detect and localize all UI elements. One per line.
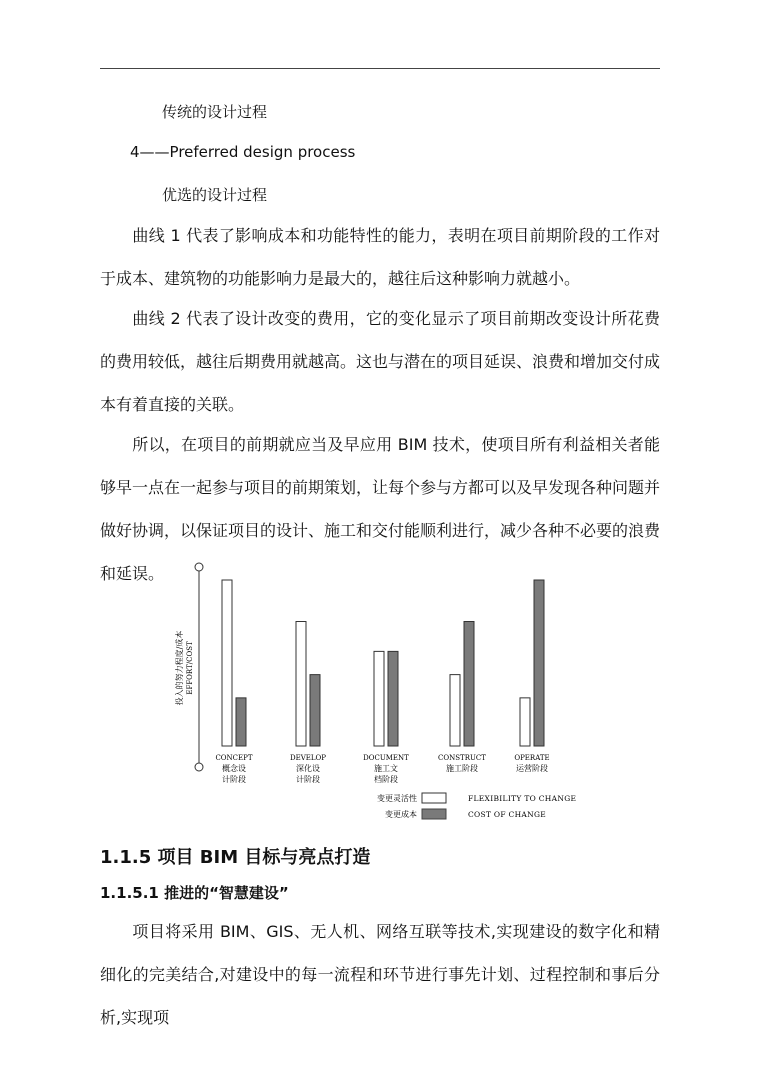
paragraph-smart-construction bbox=[100, 910, 660, 1039]
paragraph-curve2 bbox=[100, 297, 660, 426]
category-label-concept-cn2: 计阶段 bbox=[222, 775, 246, 784]
category-label-develop-en: DEVELOP bbox=[290, 754, 326, 762]
paragraph-bim-early-text: 所以，在项目的前期就应当及早应用 BIM 技术，使项目所有利益相关者能够早一点在一起参与项目的前期策划，让每个参与方都可以及早发现各种问题并做好协调，以保证项目的设计、施工和交付能顺利进行，减少各种不必要的浪费和延误。 bbox=[100, 435, 661, 583]
legend-label-cost-cn: 变更成本 bbox=[385, 810, 417, 819]
category-label-concept-cn1: 概念设 bbox=[222, 764, 246, 773]
category-label-operate-cn1: 运营阶段 bbox=[516, 764, 548, 773]
category-label-construct-cn1: 施工阶段 bbox=[446, 764, 478, 773]
y-axis-label-cn: 投入的努力程度/成本 bbox=[175, 630, 184, 706]
section-heading-1-1-5-1: 1.1.5.1 推进的“智慧建设” bbox=[100, 884, 289, 902]
paragraph-smart-construction-text: 项目将采用 BIM、GIS、无人机、网络互联等技术,实现建设的数字化和精细化的完美结合,对建设中的每一流程和环节进行事先计划、过程控制和事后分析,实现项 bbox=[100, 922, 660, 1027]
bar-develop-flexibility bbox=[296, 622, 306, 747]
header-rule bbox=[100, 68, 660, 69]
bar-construct-flexibility bbox=[450, 675, 460, 746]
bar-concept-flexibility bbox=[222, 580, 232, 746]
legend-label-flexibility-en: FLEXIBILITY TO CHANGE bbox=[468, 794, 577, 803]
text-line-preferred-cn: 优选的设计过程 bbox=[162, 186, 268, 204]
bar-document-cost bbox=[388, 651, 398, 746]
paragraph-curve1 bbox=[100, 214, 660, 300]
category-label-operate-en: OPERATE bbox=[514, 754, 550, 762]
category-label-document-en: DOCUMENT bbox=[363, 754, 409, 762]
legend-swatch-flexibility bbox=[422, 793, 446, 803]
category-label-document-cn2: 档阶段 bbox=[374, 775, 398, 784]
text-line-traditional: 传统的设计过程 bbox=[162, 103, 268, 121]
category-label-develop-cn2: 计阶段 bbox=[296, 775, 320, 784]
bar-operate-flexibility bbox=[520, 698, 530, 746]
bar-document-flexibility bbox=[374, 651, 384, 746]
bar-operate-cost bbox=[534, 580, 544, 746]
paragraph-curve2-text: 曲线 2 代表了设计改变的费用，它的变化显示了项目前期改变设计所花费的费用较低，越往后期费用就越高。这也与潜在的项目延误、浪费和增加交付成本有着直接的关联。 bbox=[100, 309, 661, 414]
bar-construct-cost bbox=[464, 622, 474, 747]
category-label-construct-en: CONSTRUCT bbox=[438, 754, 486, 762]
category-label-document-cn1: 施工文 bbox=[374, 764, 398, 773]
y-axis-bottom-marker bbox=[195, 763, 203, 771]
text-line-preferred-en: 4——Preferred design process bbox=[130, 143, 356, 161]
legend-label-cost-en: COST OF CHANGE bbox=[468, 810, 547, 819]
y-axis-label-en: EFFORT/COST bbox=[186, 641, 194, 695]
category-label-concept-en: CONCEPT bbox=[215, 754, 253, 762]
bar-develop-cost bbox=[310, 675, 320, 746]
paragraph-curve1-text: 曲线 1 代表了影响成本和功能特性的能力，表明在项目前期阶段的工作对于成本、建筑物的功能影响力是最大的，越往后这种影响力就越小。 bbox=[100, 226, 660, 288]
bar-chart bbox=[170, 558, 590, 826]
bar-concept-cost bbox=[236, 698, 246, 746]
y-axis-top-marker bbox=[195, 563, 203, 571]
legend-label-flexibility-cn: 变更灵活性 bbox=[377, 794, 417, 803]
legend-swatch-cost bbox=[422, 809, 446, 819]
section-heading-1-1-5: 1.1.5 项目 BIM 目标与亮点打造 bbox=[100, 847, 371, 868]
category-label-develop-cn1: 深化设 bbox=[296, 764, 320, 773]
